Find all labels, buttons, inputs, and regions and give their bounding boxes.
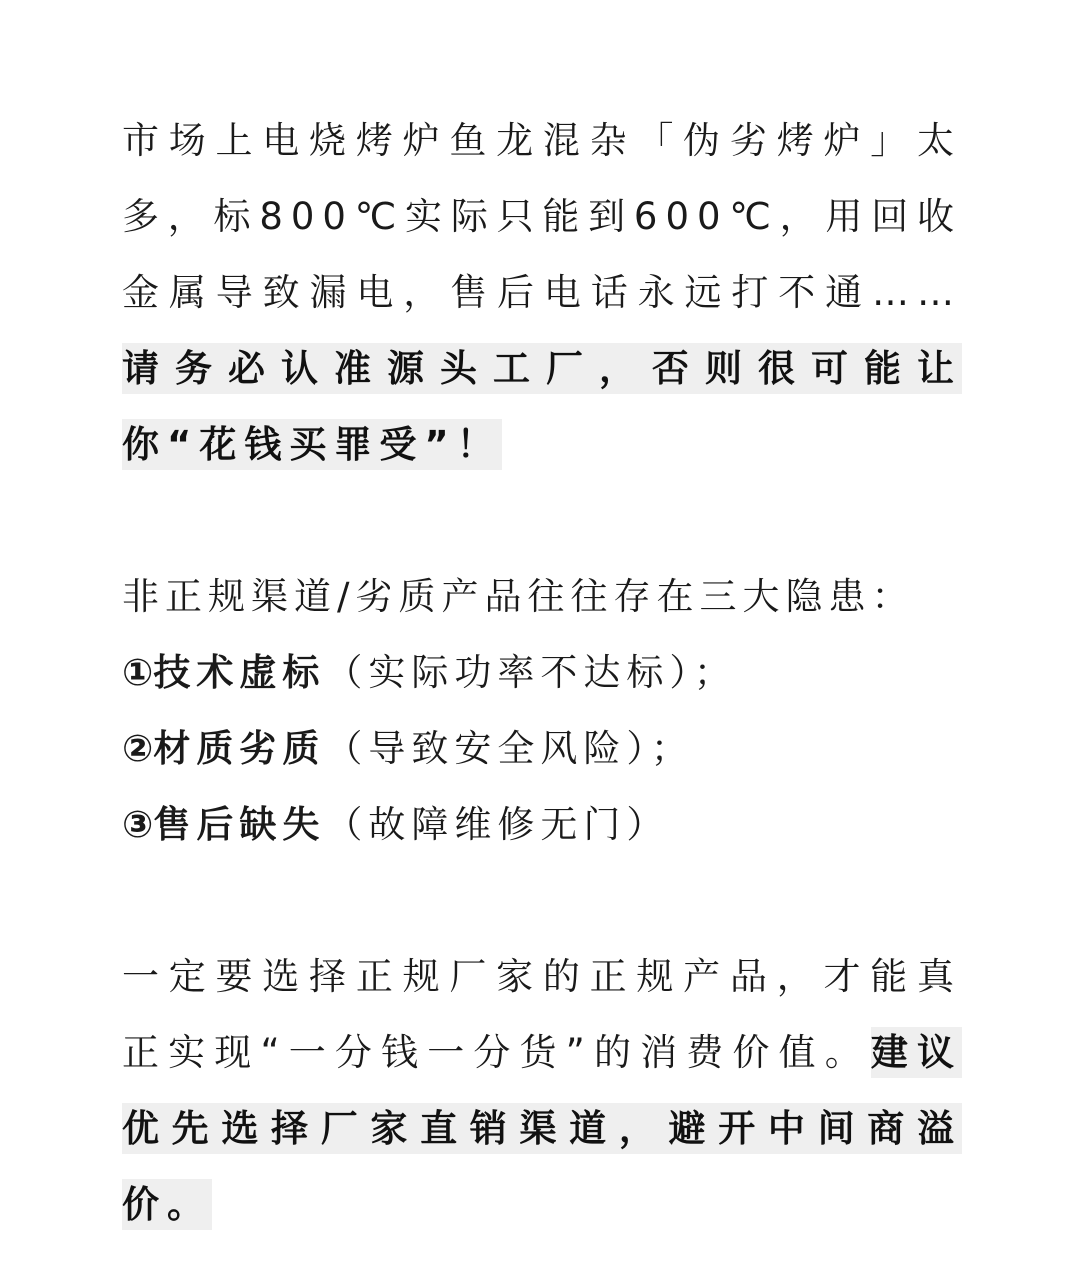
risk-item — [122, 635, 962, 711]
conclusion-paragraph — [122, 939, 962, 1243]
risk-title: 售后缺失 — [153, 803, 326, 846]
risks-section — [122, 559, 962, 863]
risk-marker: ② — [122, 727, 154, 770]
risk-title: 技术虚标 — [153, 651, 326, 694]
risk-marker: ① — [122, 651, 154, 694]
risk-title: 材质劣质 — [153, 727, 326, 770]
warning-highlight: 请务必认准源头工厂，否则很可能让你“花钱买罪受”！ — [122, 343, 962, 470]
paragraph-spacer — [122, 863, 962, 939]
conclusion-text: 一定要选择正规厂家的正规产品，才能真正实现“一分钱一分货”的消费价值。 — [122, 955, 962, 1074]
risks-intro: 非正规渠道/劣质产品往往存在三大隐患： — [122, 575, 915, 618]
intro-text: 市场上电烧烤炉鱼龙混杂「伪劣烤炉」太多，标800℃实际只能到600℃，用回收金属导致漏电，售后电话永远打不通…… — [122, 119, 962, 314]
risk-item — [122, 787, 962, 863]
article-body — [122, 103, 962, 1243]
risk-marker: ③ — [122, 803, 154, 846]
risk-detail: （故障维修无门） — [325, 803, 670, 846]
paragraph-spacer — [122, 483, 962, 559]
risk-detail: （实际功率不达标）； — [325, 651, 737, 694]
intro-paragraph — [122, 103, 962, 483]
recommendation-highlight: 建议优先选择厂家直销渠道，避开中间商溢价。 — [122, 1027, 962, 1230]
risk-item — [122, 711, 962, 787]
risk-detail: （导致安全风险）； — [325, 727, 694, 770]
